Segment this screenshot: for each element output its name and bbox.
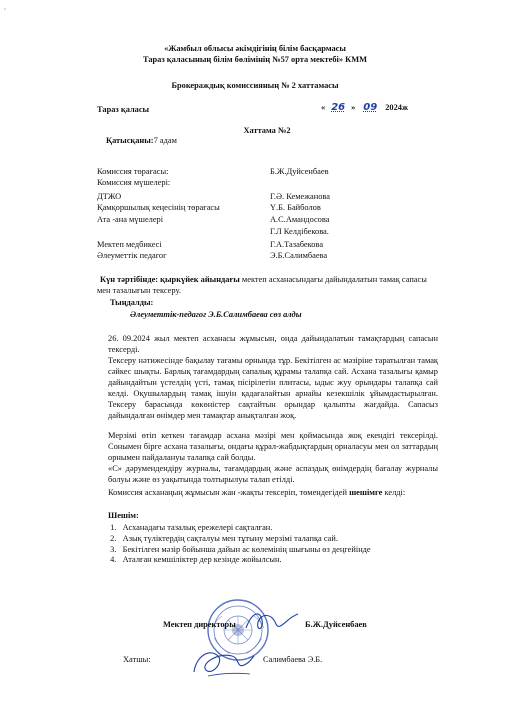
agenda-line	[100, 275, 427, 286]
agenda-line-2: мен тазалығын тексеру.	[97, 286, 181, 295]
secretary-signature-icon	[188, 642, 258, 682]
body-paragraph: 26. 09.2024 жыл мектеп асханасы жұмысын, онда дайындалатын тамақтардың сапасын тексерді.	[108, 334, 438, 354]
decision-label: Шешім:	[108, 511, 139, 520]
director-signature-icon	[242, 606, 302, 636]
date-open-quote: «	[321, 103, 326, 112]
member-name: Ү.Б. Байболов	[270, 203, 321, 212]
date-year: 2024ж	[385, 103, 409, 112]
protocol-title: Хаттама №2	[243, 126, 291, 135]
body-paragraph: Мерзімі өтіп кеткен тағамдар асхана мәзірі мен қоймасында жоқ екендігі тексерілді. Сонымен бірге асхана тазалығы, ондағы құрал-жабдықтардың орналасуы мен ол заттардың орнымен пайдалануы талапқа сай болды.	[108, 431, 438, 462]
date-month: 09	[363, 102, 378, 113]
decision-item: 1. Асханадағы тазалық ережелері сақталған.	[108, 523, 273, 532]
decision-item: 4. Аталған кемшіліктер дер кезінде жойылсын.	[108, 555, 282, 565]
body-paragraph: «С» дәрумендендіру журналы, тағамдардың және аспаздық өнімдердің бағалау журналы болуы және өз уақытында толтырылуы талап етілді.	[108, 464, 438, 484]
secretary-label: Хатшы:	[123, 655, 151, 664]
member-role: Әлеуметтік педагог	[97, 251, 167, 260]
member-role: Комиссия мүшелері:	[97, 178, 171, 187]
decision-item-text: Асханадағы тазалық ережелері сақталған.	[122, 523, 273, 532]
date-mid-quote: »	[351, 103, 356, 112]
attended-line	[106, 136, 177, 147]
member-name: Э.Б.Салимбаева	[270, 251, 328, 260]
body-paragraph: Тексеру нәтижесінде бақылау тағамы орнында тұр. Бекітілген ас мәзіріне таратылған тамақ сәйкес шықты. Барлық тағамдардың сапалық құрамы талапқа сай. Асхана тазалығы қамыр дайындайтын үстелдің үсті, тамақ пісірілетін плитасы, ыдыс жуу орындары талапқа сай келді. Оқушылардың тамақ ішуін қадағалайтын арнайы кезекшілік ұйымдастырылған. Тексеру барасында көкөністер сақтайтын орындар қалыпты жағдайда. Сапасыз дайындалған өнімдер мен тамақтар анықталған жоқ.	[108, 356, 438, 420]
protocol-date	[321, 103, 408, 114]
conclusion-line	[108, 488, 405, 499]
decision-item: 2. Азық түліктердің сақталуы мен тұтыну мерзімі талапқа сай.	[108, 533, 338, 543]
member-role: Комиссия төрағасы:	[97, 167, 169, 176]
member-name: Б.Ж.Дуйсенбаев	[270, 167, 329, 176]
director-name: Б.Ж.Дуйсенбаев	[305, 620, 367, 629]
decision-item-text: Азық түліктердің сақталуы мен тұтыну мерзімі талапқа сай.	[122, 533, 338, 543]
conclusion-text: Комиссия асханаңың жұмысын жан -жақты тексеріп, төмендегідей	[108, 488, 350, 497]
decision-item-text: Аталған кемшіліктер дер кезінде жойылсын.	[122, 555, 282, 565]
heard-label: Тыңдалды:	[110, 298, 154, 307]
decision-item: 3. Бекітілген мәзір бойынша дайын ас көлемінің шығыны өз деңгейінде	[108, 544, 371, 554]
date-day: 26	[331, 102, 346, 113]
attended-label: Қатысқаны:	[106, 136, 154, 145]
agenda-label: Күн тәртібінде: қыркүйек айындағы	[100, 275, 240, 284]
decision-list	[108, 523, 371, 566]
member-role: ДТЖО	[97, 192, 122, 201]
member-name: Г.Ә. Кемежанова	[270, 192, 330, 201]
member-name: А.С.Амандосова	[270, 215, 330, 224]
agenda-text: мектеп асханасындағы дайындалатын тамақ сапасы	[239, 275, 427, 284]
corner-mark: ᵕ	[4, 7, 6, 13]
header-school-line: Тараз қаласының білім бөлімінің №57 орта мектебі» КММ	[142, 55, 368, 64]
member-role: Ата -ана мүшелері	[97, 215, 164, 224]
conclusion-bold: шешімге	[349, 488, 383, 497]
member-role: Қамқоршылық кеңесінің төрағасы	[97, 203, 220, 212]
director-label: Мектеп директоры	[163, 620, 236, 629]
place-name: Тараз қаласы	[97, 105, 150, 114]
conclusion-tail: келді:	[382, 488, 406, 497]
member-role: Мектеп медбикесі	[97, 240, 162, 249]
header-org-line: «Жамбыл облысы әкімдігінің білім басқармасы	[164, 44, 346, 53]
decision-item-text: Бекітілген мәзір бойынша дайын ас көлемінің шығыны өз деңгейінде	[122, 544, 371, 554]
header-commission-title: Брокераждық комиссияның № 2 хаттамасы	[171, 81, 339, 90]
attended-value: 7 адам	[153, 136, 177, 145]
secretary-name: Салимбаева Э.Б.	[263, 655, 323, 664]
heard-speaker: Әлеуметтік-педагог Э.Б.Салимбаева сөз алды	[130, 310, 302, 319]
member-name: Г.А.Тазабекова	[270, 240, 324, 249]
member-name: Г.Л Келдібекова.	[270, 227, 329, 236]
